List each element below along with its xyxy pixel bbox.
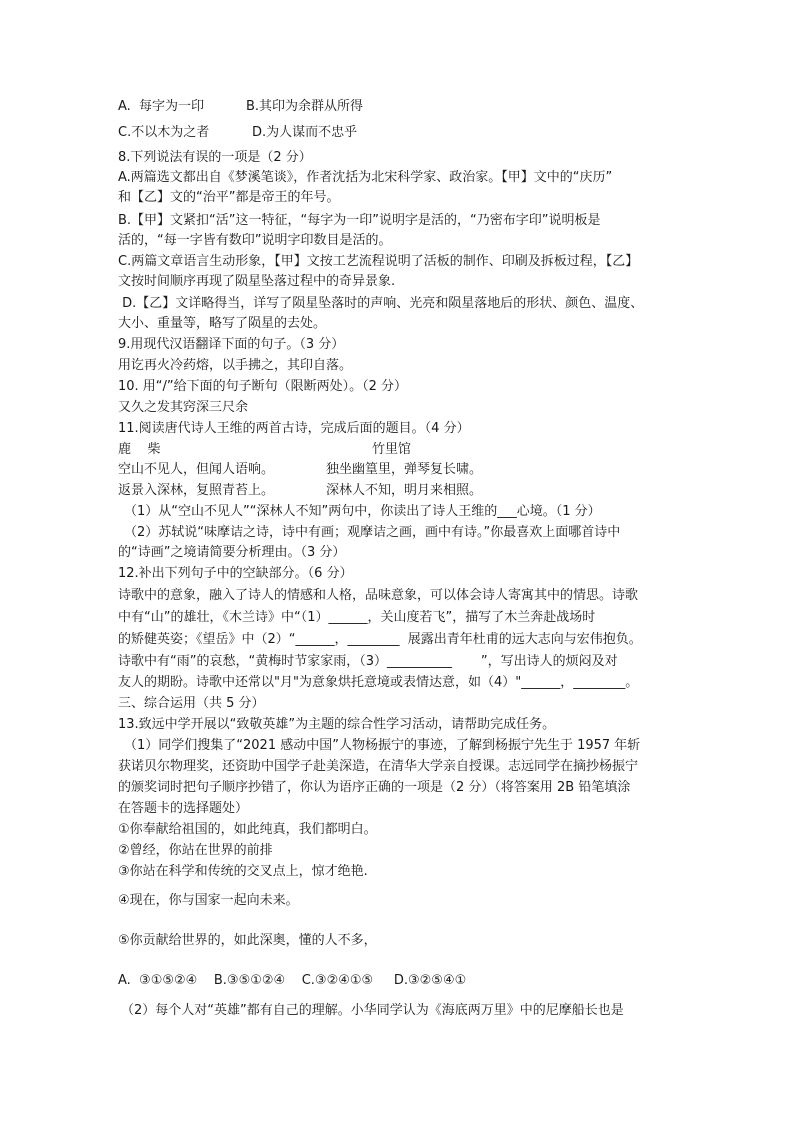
q13-sentence-2: ②曾经，你站在世界的前排 [118, 843, 273, 858]
q10-sentence: 又久之发其窍深三尺余 [118, 400, 249, 415]
q8-stem: 8.下列说法有误的一项是（2 分） [118, 150, 312, 165]
q8-option-d-line1: D.【乙】文详略得当，详写了陨星坠落时的声响、光亮和陨星落地后的形状、颜色、温度、 [118, 296, 644, 311]
q13-sentence-4: ④现在，你与国家一起向未来。 [118, 893, 299, 908]
q12-line1: 诗歌中的意象，融入了诗人的情感和人格，品味意象，可以体会诗人寄寓其中的情思。诗歌 [118, 588, 639, 603]
section-three-heading: 三、综合运用（共 5 分） [118, 696, 265, 711]
q8-option-c-line2: 文按时间顺序再现了陨星坠落过程中的奇异景象. [118, 274, 396, 289]
poem1-line2: 返景入深林，复照青苔上。 [118, 483, 275, 498]
q11-sub1: （1）从“空山不见人”“深林人不知”两句中，你读出了诗人王维的___心境。（1 分） [124, 504, 601, 519]
q7-option-a: A. 每字为一印 [118, 99, 205, 114]
q13-sub1-line1: （1）同学们搜集了“2021 感动中国”人物杨振宁的事迹，了解到杨振宁先生于 1957 年斩 [124, 738, 641, 753]
q12-line4: 诗歌中有“雨”的哀愁，“黄梅时节家家雨，（3）__________ ”，写出诗人的烦闷及对 [118, 654, 618, 669]
q13-sub2-line1: （2）每个人对“英雄”都有自己的理解。小华同学认为《海底两万里》中的尼摩船长也是 [121, 1003, 624, 1018]
q7-option-c: C.不以木为之者 [118, 125, 210, 140]
poem2-line1: 独坐幽篁里，弹琴复长啸。 [326, 462, 483, 477]
q8-option-a-line1: A.两篇选文都出自《梦溪笔谈》，作者沈括为北宋科学家、政治家。【甲】文中的“庆历” [118, 170, 613, 185]
poem1-line1: 空山不见人，但闻人语响。 [118, 462, 275, 477]
poem2-title: 竹里馆 [372, 442, 412, 457]
poem2-line2: 深林人不知，明月来相照。 [326, 483, 483, 498]
q12-line2: 中有“山”的雄壮，《木兰诗》中“（1）______，关山度若飞”，描写了木兰奔赴战场时 [118, 610, 596, 625]
poem1-title: 鹿 柴 [118, 442, 161, 457]
q13-sub1-line3: 的颁奖词时把句子顺序抄错了，你认为语序正确的一项是（2 分）（将答案用 2B 铅笔填涂 [118, 780, 631, 795]
q11-stem: 11.阅读唐代诗人王维的两首古诗，完成后面的题目。（4 分） [118, 421, 470, 436]
q10-stem: 10. 用“/”给下面的句子断句（限断两处）。（2 分） [118, 379, 408, 394]
q9-stem: 9.用现代汉语翻译下面的句子。（3 分） [118, 337, 345, 352]
q8-option-b-line2: 活的，“每一字皆有数印”说明字印数目是活的。 [118, 233, 392, 248]
q13-sub1-line2: 获诺贝尔物理奖，还资助中国学子赴美深造，在清华大学亲自授课。志远同学在摘抄杨振宁 [118, 759, 639, 774]
q8-option-a-line2: 和【乙】文的“治平”都是帝王的年号。 [118, 190, 340, 205]
q8-option-b-line1: B.【甲】文紧扣“活”这一特征，“每字为一印”说明字是活的，“乃密布字印”说明板是 [118, 213, 601, 228]
q12-stem: 12.补出下列句子中的空缺部分。（6 分） [118, 566, 353, 581]
q13-choices: A. ③①⑤②④ B.③⑤①②④ C.③②④①⑤ D.③②⑤④① [118, 973, 467, 988]
q13-stem: 13.致远中学开展以“致敬英雄”为主题的综合性学习活动，请帮助完成任务。 [118, 717, 556, 732]
q12-line3: 的矫健英姿；《望岳》中（2）“______，________ 展露出青年杜甫的远大志向与宏伟抱负。 [118, 632, 642, 647]
q8-option-d-line2: 大小、重量等，略写了陨星的去处。 [118, 316, 327, 331]
q7-option-b: B.其印为余群从所得 [246, 99, 364, 114]
q8-option-c-line1: C.两篇文章语言生动形象，【甲】文按工艺流程说明了活板的制作、印刷及拆板过程，【乙】 [118, 254, 639, 269]
q11-sub2-line2: 的“诗画”之境请简要分析理由。（3 分） [118, 545, 346, 560]
q9-sentence: 用讫再火冷药熔，以手拂之，其印自落。 [118, 358, 353, 373]
q13-sentence-1: ①你奉献给祖国的，如此纯真，我们都明白。 [118, 822, 377, 837]
q13-sentence-5: ⑤你贡献给世界的，如此深奥，懂的人不多， [118, 933, 377, 948]
q12-line5: 友人的期盼。诗歌中还常以"月"为意象烘托意境或表情达意，如（4）"______，________。 [118, 675, 639, 690]
q11-sub2-line1: （2）苏轼说“味摩诘之诗，诗中有画；观摩诘之画，画中有诗。”你最喜欢上面哪首诗中 [124, 525, 621, 540]
q7-option-d: D.为人谋而不忠乎 [252, 125, 358, 140]
q13-sub1-line4: 在答题卡的选择题处） [118, 801, 249, 816]
q13-sentence-3: ③你站在科学和传统的交叉点上，惊才绝艳. [118, 864, 368, 879]
